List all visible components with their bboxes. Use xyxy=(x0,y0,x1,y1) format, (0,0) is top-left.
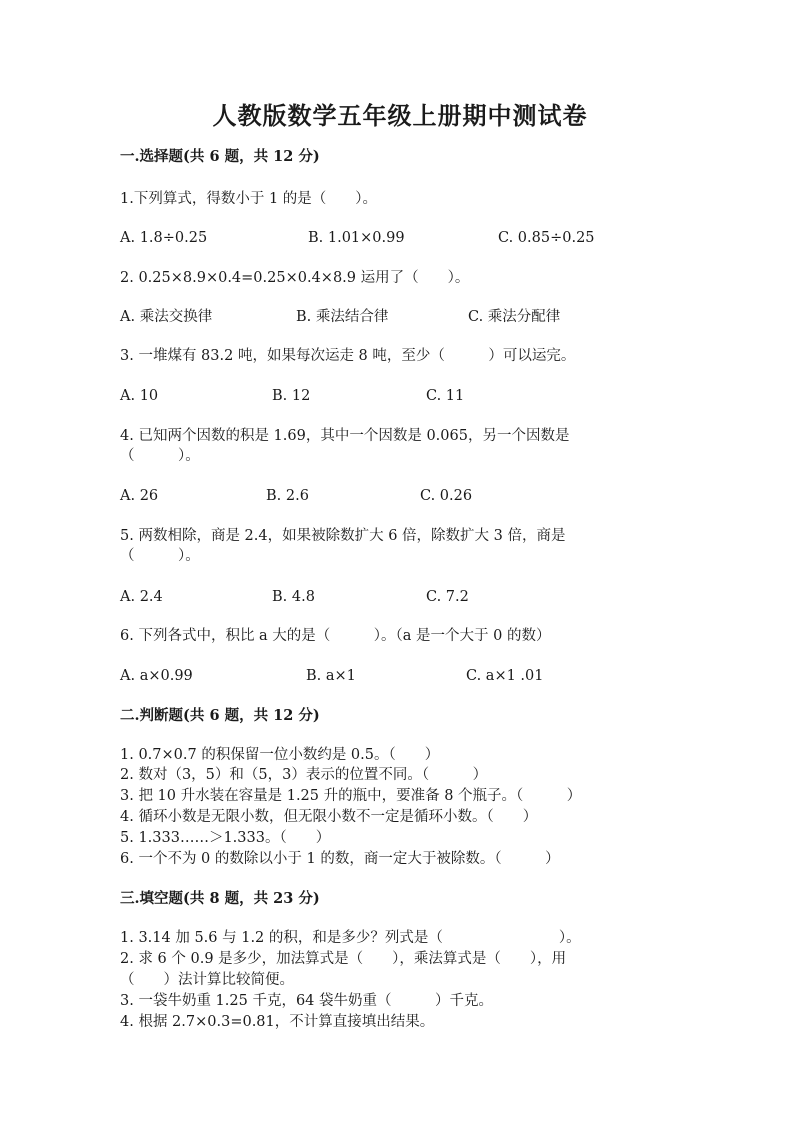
question-5-option-b: B. 4.8 xyxy=(272,589,315,605)
question-5-stem-line-2: （ ）。 xyxy=(120,548,200,564)
judgment-item-1: 1. 0.7×0.7 的积保留一位小数约是 0.5。（ ） xyxy=(120,747,440,763)
question-6-option-b: B. a×1 xyxy=(306,668,356,684)
question-6-option-a: A. a×0.99 xyxy=(120,668,193,684)
judgment-item-4: 4. 循环小数是无限小数，但无限小数不一定是循环小数。（ ） xyxy=(120,809,538,825)
question-2-option-a: A. 乘法交换律 xyxy=(120,309,213,325)
question-5-option-a: A. 2.4 xyxy=(120,589,163,605)
question-3-option-c: C. 11 xyxy=(426,388,465,404)
fill-in-item-1: 1. 3.14 加 5.6 与 1.2 的积，和是多少？列式是（ ）。 xyxy=(120,930,581,946)
section-heading-judgment: 二.判断题(共 6 题，共 12 分) xyxy=(120,707,320,724)
question-2-stem: 2. 0.25×8.9×0.4=0.25×0.4×8.9 运用了（ ）。 xyxy=(120,270,470,286)
section-heading-choice: 一.选择题(共 6 题，共 12 分) xyxy=(120,148,320,165)
question-1-option-a: A. 1.8÷0.25 xyxy=(120,230,208,246)
question-1-option-b: B. 1.01×0.99 xyxy=(308,230,405,246)
question-4-stem-line-1: 4. 已知两个因数的积是 1.69，其中一个因数是 0.065，另一个因数是 xyxy=(120,428,570,444)
question-6-stem: 6. 下列各式中，积比 a 大的是（ ）。（a 是一个大于 0 的数） xyxy=(120,628,551,644)
question-6-option-c: C. a×1 .01 xyxy=(466,668,544,684)
question-3-option-a: A. 10 xyxy=(120,388,159,404)
question-4-stem-line-2: （ ）。 xyxy=(120,448,200,464)
question-4-option-b: B. 2.6 xyxy=(266,488,309,504)
question-3-stem: 3. 一堆煤有 83.2 吨，如果每次运走 8 吨，至少（ ）可以运完。 xyxy=(120,348,576,364)
page-title: 人教版数学五年级上册期中测试卷 xyxy=(212,101,588,130)
question-5-option-c: C. 7.2 xyxy=(426,589,469,605)
question-4-option-c: C. 0.26 xyxy=(420,488,473,504)
judgment-item-2: 2. 数对（3，5）和（5，3）表示的位置不同。（ ） xyxy=(120,767,488,783)
judgment-item-6: 6. 一个不为 0 的数除以小于 1 的数，商一定大于被除数。（ ） xyxy=(120,851,560,867)
question-2-option-c: C. 乘法分配律 xyxy=(468,309,561,325)
section-heading-fill-in: 三.填空题(共 8 题，共 23 分) xyxy=(120,890,320,907)
fill-in-item-2: 2. 求 6 个 0.9 是多少，加法算式是（ ），乘法算式是（ ），用 xyxy=(120,951,567,967)
fill-in-item-2-continued: （ ）法计算比较简便。 xyxy=(120,972,294,988)
judgment-item-3: 3. 把 10 升水装在容量是 1.25 升的瓶中，要准备 8 个瓶子。（ ） xyxy=(120,788,582,804)
question-5-stem-line-1: 5. 两数相除，商是 2.4，如果被除数扩大 6 倍，除数扩大 3 倍，商是 xyxy=(120,528,566,544)
question-4-option-a: A. 26 xyxy=(120,488,159,504)
fill-in-item-4: 4. 根据 2.7×0.3=0.81，不计算直接填出结果。 xyxy=(120,1014,435,1030)
judgment-item-5: 5. 1.333……＞1.333。（ ） xyxy=(120,830,331,846)
question-3-option-b: B. 12 xyxy=(272,388,311,404)
fill-in-item-3: 3. 一袋牛奶重 1.25 千克，64 袋牛奶重（ ）千克。 xyxy=(120,993,494,1009)
question-1-option-c: C. 0.85÷0.25 xyxy=(498,230,595,246)
question-1-stem: 1.下列算式，得数小于 1 的是（ ）。 xyxy=(120,191,378,207)
question-2-option-b: B. 乘法结合律 xyxy=(296,309,389,325)
